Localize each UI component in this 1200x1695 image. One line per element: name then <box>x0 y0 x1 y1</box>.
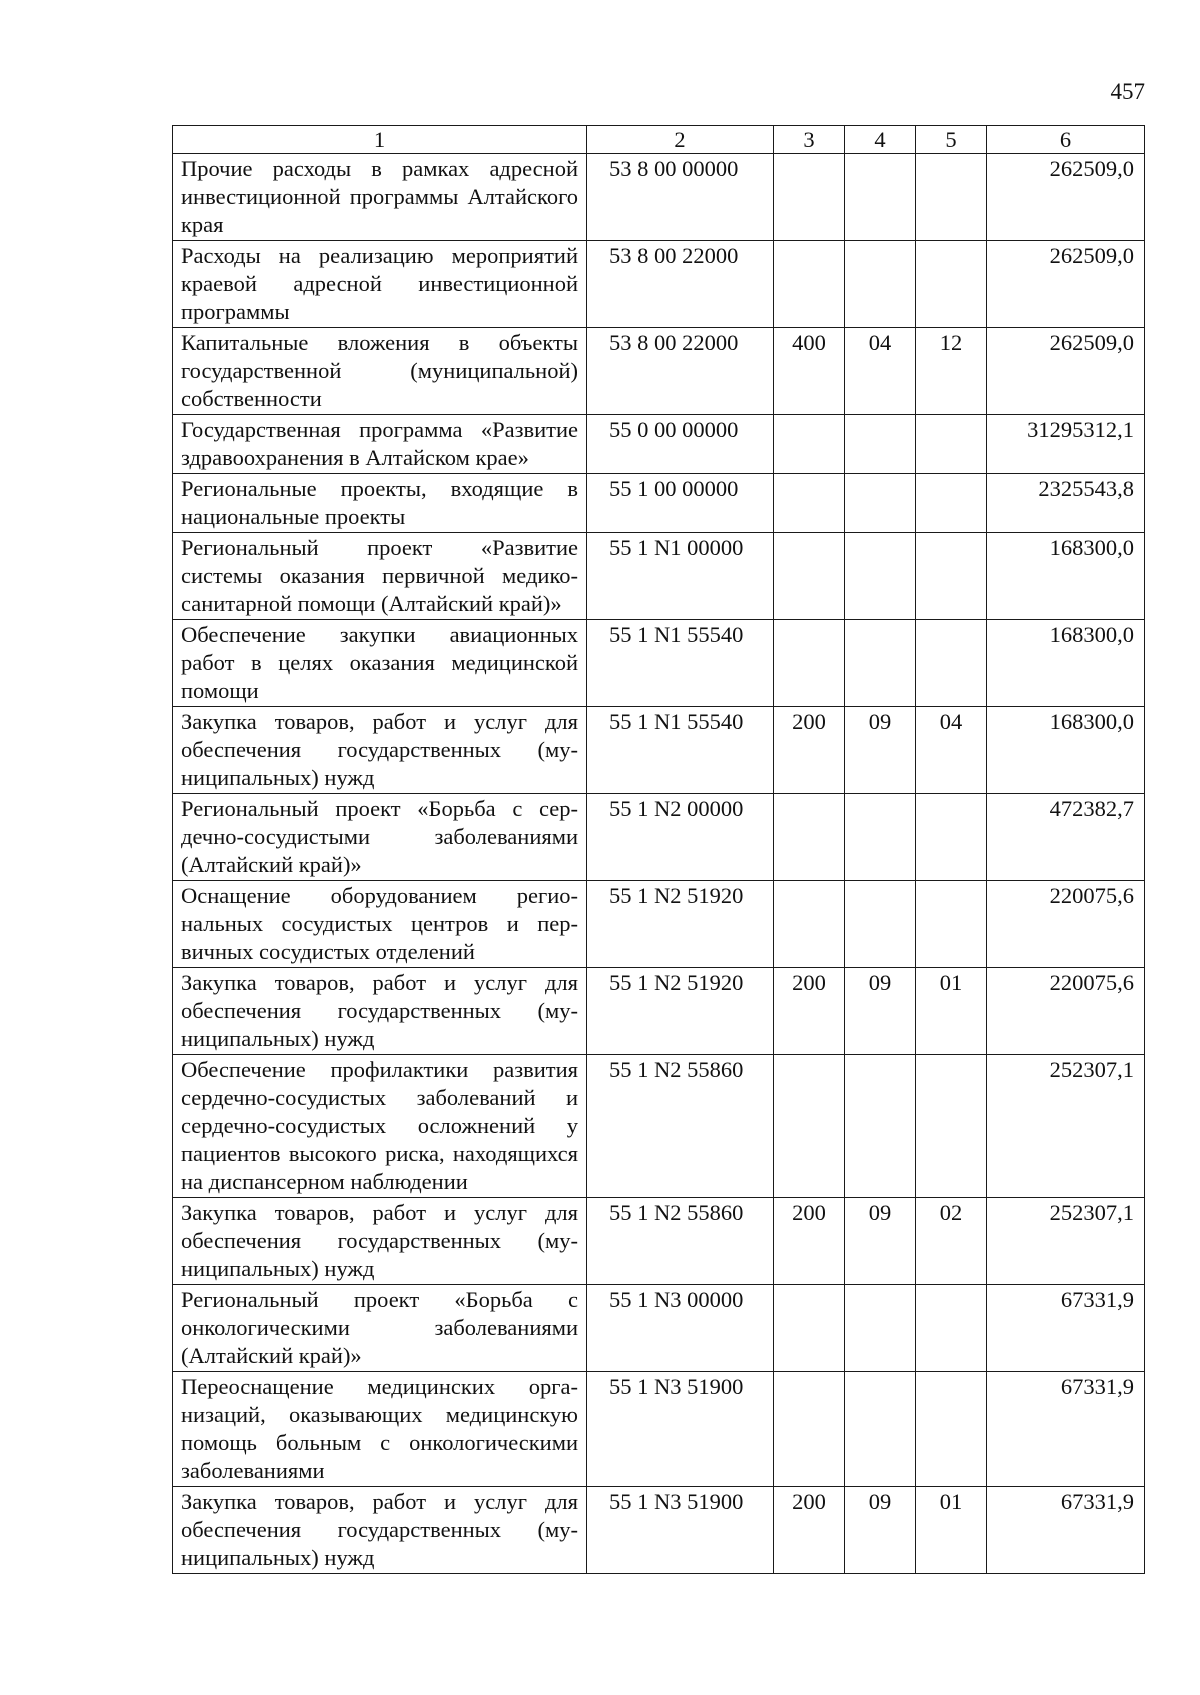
row-code: 55 1 00 00000 <box>587 474 774 533</box>
table-row <box>173 241 1145 328</box>
row-code: 53 8 00 22000 <box>587 241 774 328</box>
row-name: Капитальные вложения в объекты государственной (муниципальной) собственности <box>173 328 587 415</box>
row-col-3 <box>774 794 845 881</box>
table-header <box>173 126 1145 154</box>
row-code: 53 8 00 00000 <box>587 154 774 241</box>
row-col-4 <box>845 415 916 474</box>
row-name: Закупка товаров, работ и услуг для обеспечения государственных (муниципальных) нужд <box>173 1198 587 1285</box>
row-col-5: 01 <box>916 1487 987 1574</box>
row-col-3 <box>774 1372 845 1487</box>
table-row <box>173 968 1145 1055</box>
table-row <box>173 533 1145 620</box>
row-col-5: 01 <box>916 968 987 1055</box>
row-col-4: 04 <box>845 328 916 415</box>
row-col-4: 09 <box>845 968 916 1055</box>
row-amount: 67331,9 <box>987 1372 1145 1487</box>
row-name: Расходы на реализацию мероприятий краевой адресной инвестиционной программы <box>173 241 587 328</box>
row-amount: 220075,6 <box>987 968 1145 1055</box>
row-code: 53 8 00 22000 <box>587 328 774 415</box>
row-amount: 220075,6 <box>987 881 1145 968</box>
row-col-4 <box>845 881 916 968</box>
row-col-4: 09 <box>845 707 916 794</box>
row-name: Региональный проект «Борьба с сердечно-сосудистыми заболеваниями (Алтайский край)» <box>173 794 587 881</box>
row-col-3 <box>774 1285 845 1372</box>
row-col-5 <box>916 474 987 533</box>
row-col-5: 02 <box>916 1198 987 1285</box>
row-amount: 67331,9 <box>987 1487 1145 1574</box>
row-code: 55 1 N1 55540 <box>587 620 774 707</box>
row-name: Региональный проект «Развитие системы оказания первичной медико-санитарной помощи (Алтайский край)» <box>173 533 587 620</box>
row-col-3 <box>774 533 845 620</box>
row-col-4: 09 <box>845 1487 916 1574</box>
row-amount: 252307,1 <box>987 1198 1145 1285</box>
table-row <box>173 1487 1145 1574</box>
header-row <box>173 126 1145 154</box>
row-amount: 262509,0 <box>987 328 1145 415</box>
row-code: 55 1 N1 55540 <box>587 707 774 794</box>
page-number: 457 <box>1110 79 1145 104</box>
row-amount: 67331,9 <box>987 1285 1145 1372</box>
row-col-4 <box>845 1372 916 1487</box>
row-col-5 <box>916 415 987 474</box>
row-code: 55 1 N2 51920 <box>587 881 774 968</box>
row-col-3 <box>774 620 845 707</box>
row-name: Региональные проекты, входящие в национальные проекты <box>173 474 587 533</box>
row-col-3: 200 <box>774 1198 845 1285</box>
row-name: Закупка товаров, работ и услуг для обеспечения государственных (муниципальных) нужд <box>173 968 587 1055</box>
row-amount: 262509,0 <box>987 154 1145 241</box>
row-amount: 168300,0 <box>987 707 1145 794</box>
row-col-5 <box>916 1055 987 1198</box>
row-col-5 <box>916 533 987 620</box>
table-row <box>173 1372 1145 1487</box>
row-col-4 <box>845 154 916 241</box>
row-col-4 <box>845 620 916 707</box>
row-code: 55 1 N3 51900 <box>587 1372 774 1487</box>
row-name: Государственная программа «Развитие здравоохранения в Алтайском крае» <box>173 415 587 474</box>
row-col-3: 400 <box>774 328 845 415</box>
header-col-6: 6 <box>987 126 1145 154</box>
table-row <box>173 707 1145 794</box>
row-code: 55 1 N2 51920 <box>587 968 774 1055</box>
row-code: 55 1 N1 00000 <box>587 533 774 620</box>
row-amount: 262509,0 <box>987 241 1145 328</box>
table-row <box>173 1055 1145 1198</box>
row-col-3: 200 <box>774 1487 845 1574</box>
header-col-4: 4 <box>845 126 916 154</box>
row-col-3 <box>774 154 845 241</box>
row-col-5 <box>916 620 987 707</box>
row-amount: 168300,0 <box>987 533 1145 620</box>
row-col-3: 200 <box>774 707 845 794</box>
row-name: Обеспечение профилактики развития сердечно-сосудистых заболеваний и сердечно-сосудистых осложнений у пациентов высокого риска, находящихся на диспансерном наблюдении <box>173 1055 587 1198</box>
row-col-3: 200 <box>774 968 845 1055</box>
row-name: Прочие расходы в рамках адресной инвестиционной программы Алтайского края <box>173 154 587 241</box>
row-name: Оснащение оборудованием региональных сосудистых центров и первичных сосудистых отделений <box>173 881 587 968</box>
row-amount: 2325543,8 <box>987 474 1145 533</box>
table-row <box>173 154 1145 241</box>
table-row <box>173 474 1145 533</box>
row-col-4 <box>845 533 916 620</box>
row-col-4 <box>845 1055 916 1198</box>
header-col-2: 2 <box>587 126 774 154</box>
row-col-5 <box>916 794 987 881</box>
budget-table <box>172 125 1145 1574</box>
table-row <box>173 620 1145 707</box>
row-code: 55 0 00 00000 <box>587 415 774 474</box>
row-code: 55 1 N3 00000 <box>587 1285 774 1372</box>
row-name: Переоснащение медицинских организаций, оказывающих медицинскую помощь больным с онкологическими заболеваниями <box>173 1372 587 1487</box>
row-col-3 <box>774 1055 845 1198</box>
row-col-4 <box>845 241 916 328</box>
header-col-3: 3 <box>774 126 845 154</box>
table-row <box>173 1198 1145 1285</box>
row-amount: 252307,1 <box>987 1055 1145 1198</box>
row-col-5 <box>916 1285 987 1372</box>
row-amount: 168300,0 <box>987 620 1145 707</box>
table-row <box>173 794 1145 881</box>
row-col-5 <box>916 1372 987 1487</box>
table-row <box>173 415 1145 474</box>
row-col-3 <box>774 241 845 328</box>
row-name: Обеспечение закупки авиационных работ в целях оказания медицинской помощи <box>173 620 587 707</box>
row-code: 55 1 N2 00000 <box>587 794 774 881</box>
row-col-4: 09 <box>845 1198 916 1285</box>
row-name: Закупка товаров, работ и услуг для обеспечения государственных (муниципальных) нужд <box>173 1487 587 1574</box>
row-col-4 <box>845 794 916 881</box>
row-col-4 <box>845 474 916 533</box>
row-col-3 <box>774 474 845 533</box>
table-body <box>173 154 1145 1574</box>
row-col-3 <box>774 415 845 474</box>
row-col-5 <box>916 154 987 241</box>
row-code: 55 1 N3 51900 <box>587 1487 774 1574</box>
header-col-1: 1 <box>173 126 587 154</box>
header-col-5: 5 <box>916 126 987 154</box>
row-col-5 <box>916 241 987 328</box>
row-amount: 31295312,1 <box>987 415 1145 474</box>
row-col-5 <box>916 881 987 968</box>
row-col-4 <box>845 1285 916 1372</box>
row-name: Закупка товаров, работ и услуг для обеспечения государственных (муниципальных) нужд <box>173 707 587 794</box>
row-code: 55 1 N2 55860 <box>587 1055 774 1198</box>
table-row <box>173 1285 1145 1372</box>
row-name: Региональный проект «Борьба с онкологическими заболеваниями (Алтайский край)» <box>173 1285 587 1372</box>
table-row <box>173 328 1145 415</box>
row-col-5: 04 <box>916 707 987 794</box>
row-col-3 <box>774 881 845 968</box>
row-col-5: 12 <box>916 328 987 415</box>
row-amount: 472382,7 <box>987 794 1145 881</box>
row-code: 55 1 N2 55860 <box>587 1198 774 1285</box>
table-row <box>173 881 1145 968</box>
